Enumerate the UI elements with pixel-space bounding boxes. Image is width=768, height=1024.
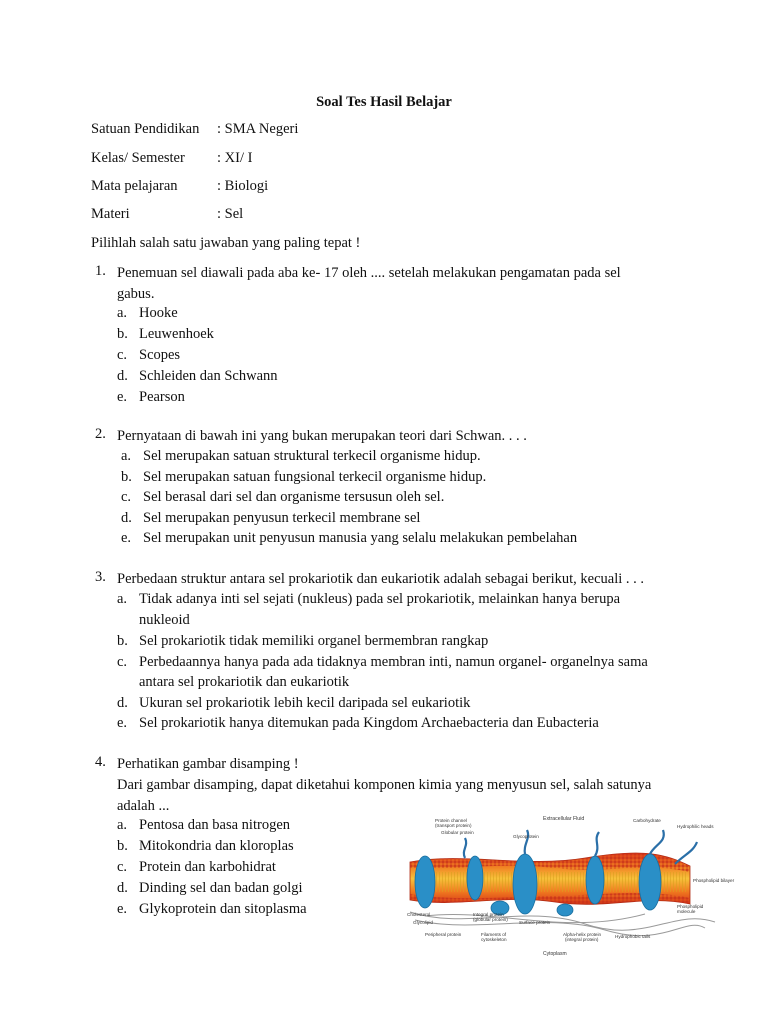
svg-text:Phospholipid: Phospholipid — [677, 904, 704, 909]
meta-label: Mata pelajaran — [91, 178, 178, 194]
meta-value: : Biologi — [217, 178, 269, 194]
page-title: Soal Tes Hasil Belajar — [316, 94, 452, 110]
question-text-line: Perbedaan struktur antara sel prokariotik dan eukariotik adalah sebagai berikut, kecuali . . . — [117, 571, 645, 587]
svg-text:Peripheral protein: Peripheral protein — [425, 932, 462, 937]
svg-text:Phospholipid bilayer: Phospholipid bilayer — [693, 878, 735, 883]
svg-text:cytoskeleton: cytoskeleton — [481, 937, 507, 942]
svg-text:Glycoprotein: Glycoprotein — [513, 834, 539, 839]
meta-label: Materi — [91, 206, 130, 222]
question-text — [117, 263, 687, 305]
svg-text:Hydrophilic heads: Hydrophilic heads — [677, 824, 714, 829]
svg-text:Globular protein: Globular protein — [441, 830, 474, 835]
svg-text:Filaments of: Filaments of — [481, 932, 507, 937]
question-text — [117, 754, 687, 817]
svg-text:Cholesterol: Cholesterol — [407, 912, 431, 917]
svg-text:(transport protein): (transport protein) — [435, 823, 472, 828]
question-number: 2. — [95, 426, 106, 442]
svg-text:Glycolipid: Glycolipid — [413, 920, 433, 925]
svg-text:molecule: molecule — [677, 909, 696, 914]
meta-value: : Sel — [217, 206, 244, 222]
question-text-line: Dari gambar disamping, dapat diketahui komponen kimia yang menyusun sel, salah satunya — [117, 777, 652, 793]
question-text-line: Pernyataan di bawah ini yang bukan merupakan teori dari Schwan. . . . — [117, 428, 527, 444]
question-text — [117, 426, 687, 447]
question-number: 1. — [95, 263, 106, 279]
question-text-line: adalah ... — [117, 798, 170, 814]
svg-text:Integral protein: Integral protein — [473, 912, 504, 917]
meta-label: Satuan Pendidikan — [91, 121, 200, 137]
svg-text:Carbohydrate: Carbohydrate — [633, 818, 661, 823]
document-page: Soal Tes Hasil Belajar Satuan Pendidikan : SMA Negeri Kelas/ Semester : XI/ I Mata pelajaran : Biologi Materi : Sel Pilihlah salah satu jawaban yang paling tepat ! 1. Penemuan sel diawali pada aba ke- 17 oleh .... setelah melakukan pengamatan pada sel gabus. a. Hooke b. Leuwenhoek c. Scopes d. Schleiden dan Schwann e. Pearson 2. Pernyataan di bawah ini yang bukan merupakan teori dari Schwan. . . . a. Sel merupakan satuan struktural terkecil organisme hidup. b. Sel merupakan satuan fungsional terkecil organisme hidup. c. Sel berasal dari sel dan organisme tersusun oleh sel. d. Sel merupakan penyusun terkecil membrane sel e. Sel merupakan unit penyusun manusia yang selalu melakukan pembelahan 3. Perbedaan struktur antara sel prokariotik dan eukariotik adalah sebagai berikut, kecuali . . . a. Tidak adanya inti sel sejati (nukleus) pada sel prokariotik, melainkan hanya berupa nukleoid b. Sel prokariotik tidak memiliki organel bermembran rangkap c. Perbedaannya hanya pada ada tidaknya membran inti, namun organel- organelnya sama antara sel prokariotik dan eukariotik d. Ukuran sel prokariotik lebih kecil daripada sel eukariotik e. Sel prokariotik hanya ditemukan pada Kingdom Archaebacteria dan Eubacteria 4. Perhatikan gambar disamping ! Dari gambar disamping, dapat diketahui komponen kimia yang menyusun sel, salah satunya adalah ... a. Pentosa dan basa nitrogen b. Mitokondria dan kloroplas c. Protein dan karbohidrat d. Dinding sel dan badan golgi e. Glykoprotein dan sitoplasma Extracellular Fluid Protein channel (transport protein) Globular protein Glycoprotein Carbohydrate Hydrophilic heads Phospholipid bilayer Phospholipid molecule Cholesterol Glycolipid Integral protein (globular protein) Surface protein Peripheral protein Filaments of cytoskeleton Alpha-helix protein (integral protein) Hydrophobic tails Cytoplasm — [0, 0, 768, 1024]
instruction: Pilihlah salah satu jawaban yang paling tepat ! — [91, 235, 361, 251]
svg-text:(globular protein): (globular protein) — [473, 917, 508, 922]
cell-membrane-figure — [405, 812, 735, 960]
svg-text:Hydrophobic tails: Hydrophobic tails — [615, 934, 651, 939]
question-text — [117, 569, 687, 590]
question-number: 3. — [95, 569, 106, 585]
question-text-line: gabus. — [117, 286, 155, 302]
svg-text:(integral protein): (integral protein) — [565, 937, 599, 942]
meta-value: : SMA Negeri — [217, 121, 299, 137]
meta-value: : XI/ I — [217, 150, 253, 166]
svg-text:Protein channel: Protein channel — [435, 818, 467, 823]
svg-text:Cytoplasm: Cytoplasm — [543, 951, 567, 957]
svg-text:Surface protein: Surface protein — [519, 920, 551, 925]
question-number: 4. — [95, 754, 106, 770]
question-text-line: Penemuan sel diawali pada aba ke- 17 oleh .... setelah melakukan pengamatan pada sel — [117, 265, 621, 281]
meta-label: Kelas/ Semester — [91, 150, 185, 166]
svg-text:Alpha-helix protein: Alpha-helix protein — [563, 932, 602, 937]
question-text-line: Perhatikan gambar disamping ! — [117, 756, 299, 772]
svg-text:Extracellular Fluid: Extracellular Fluid — [543, 816, 585, 822]
